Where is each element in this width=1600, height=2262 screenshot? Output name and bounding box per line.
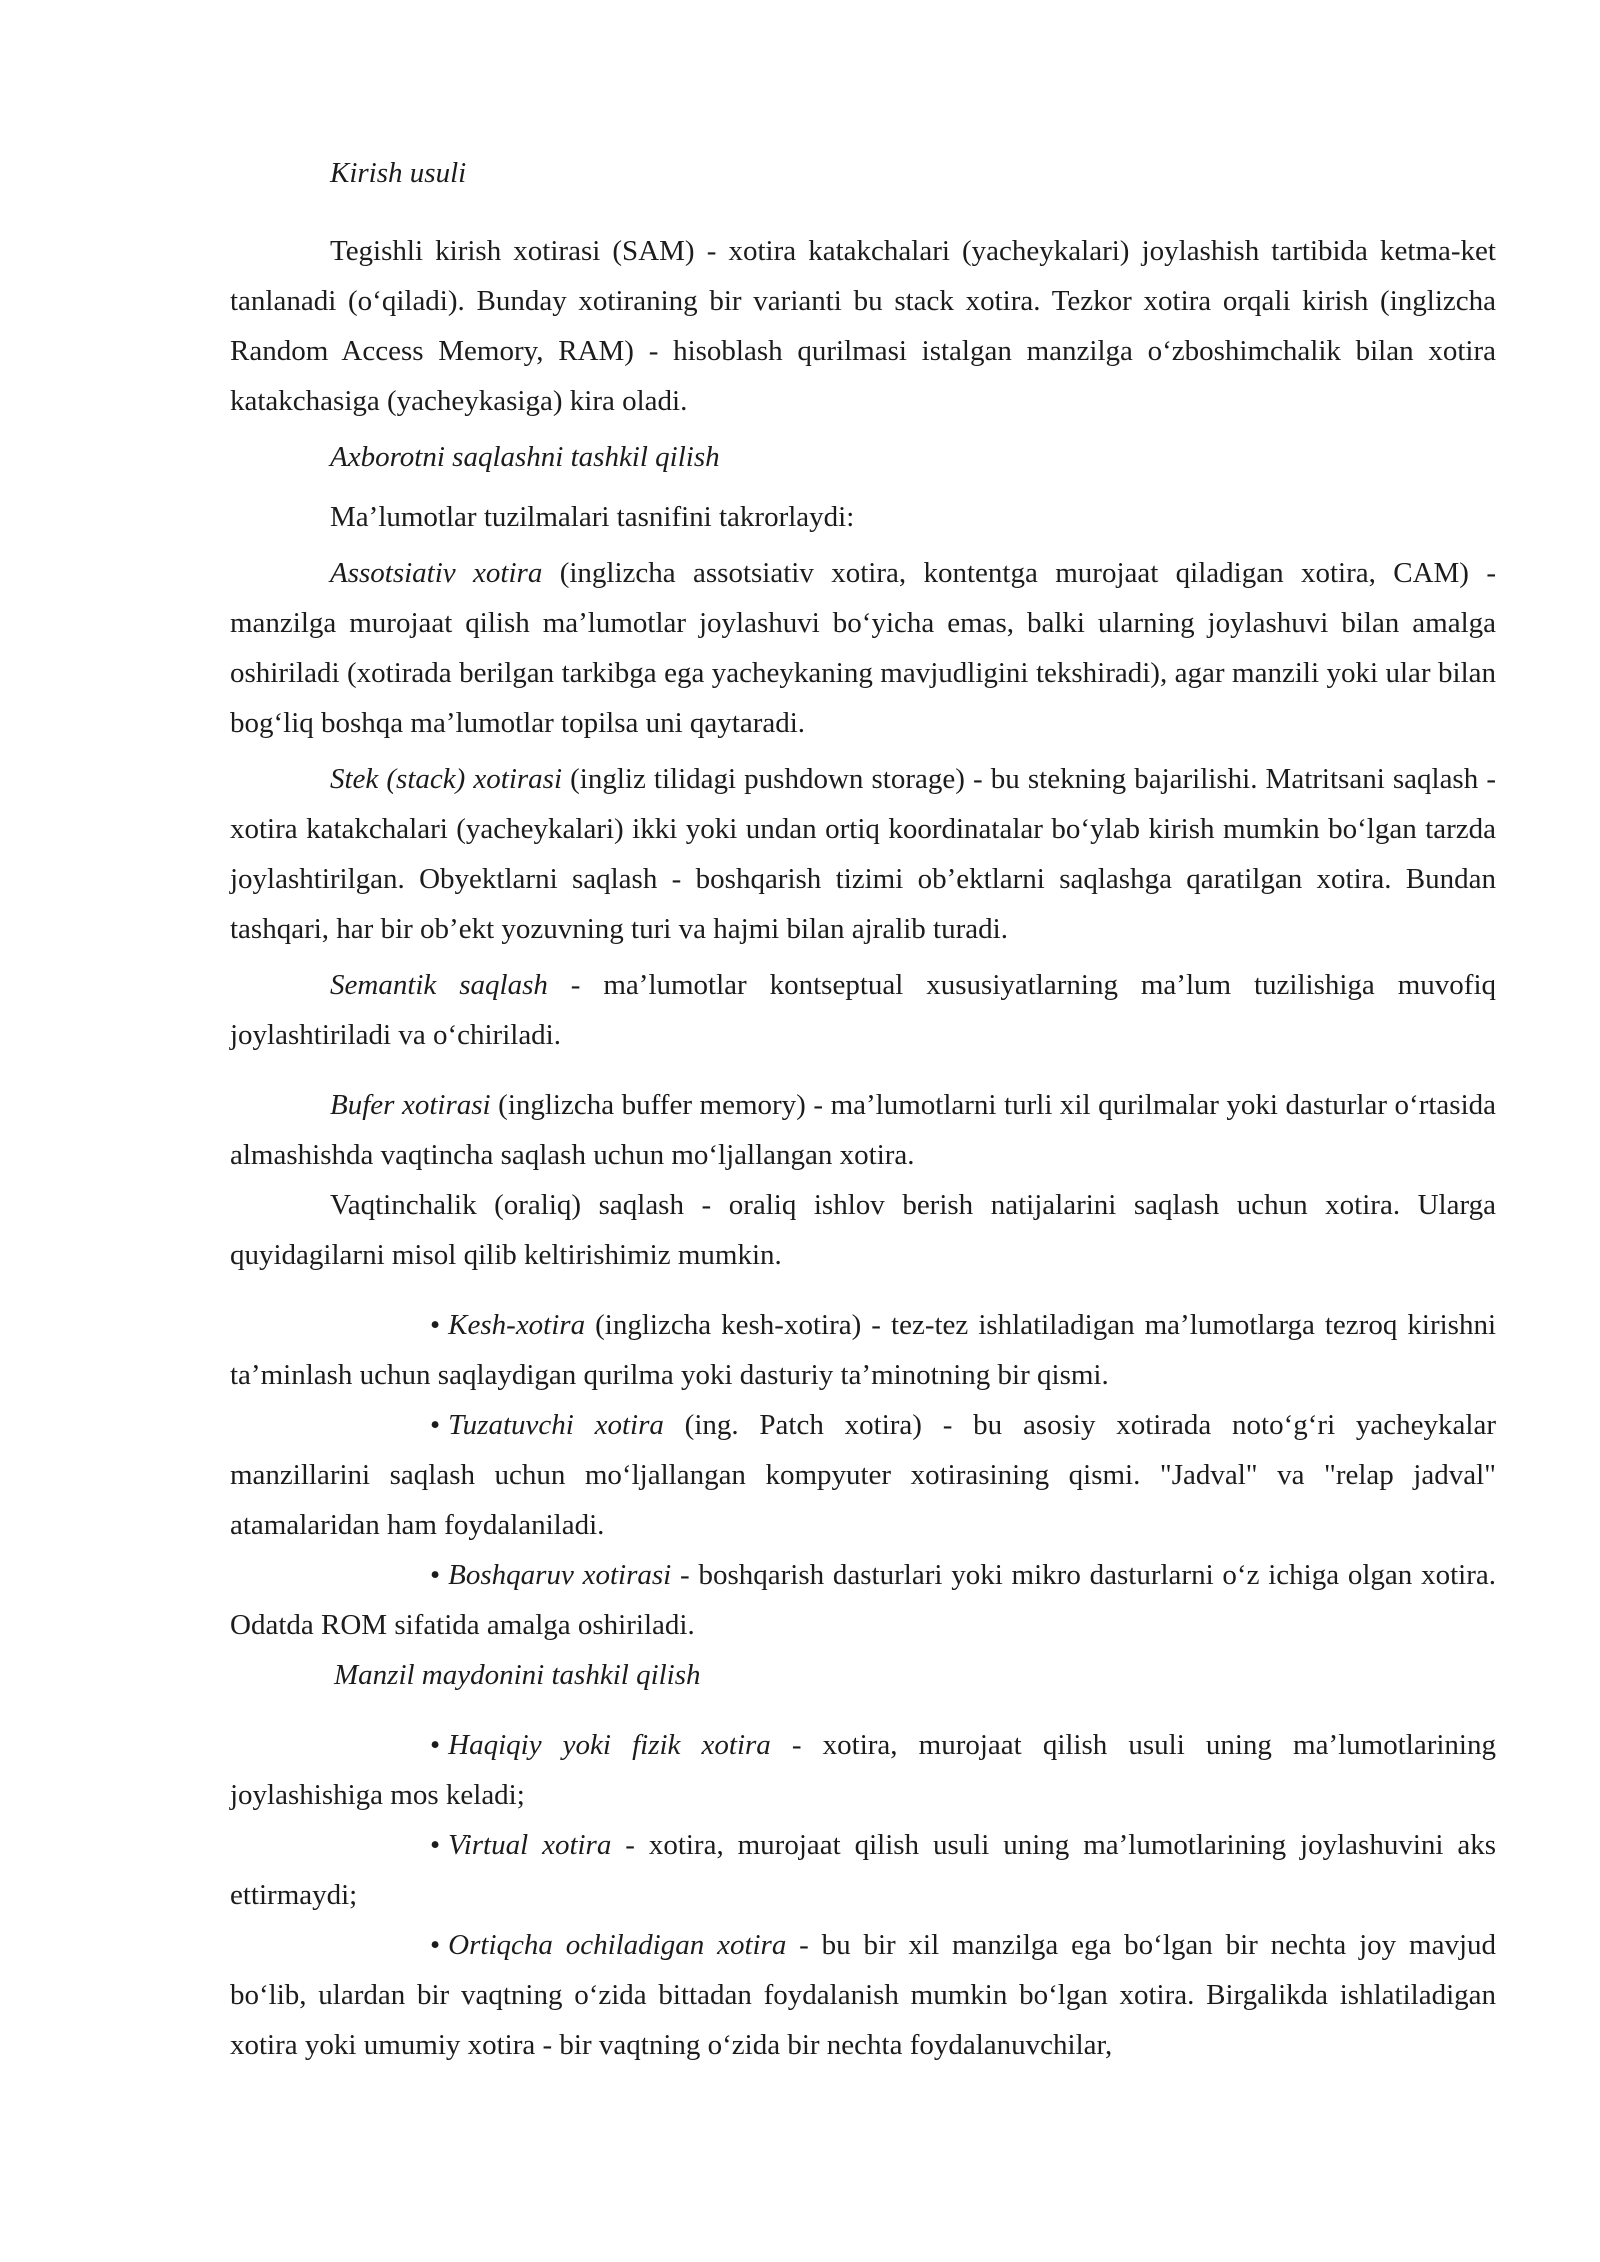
text-semantic: - ma’lumotlar kontseptual xususiyatlarning ma’lum tuzilishiga muvofiq joylashtiriladi va o‘chiriladi.: [230, 969, 1496, 1051]
text-virtual: - xotira, murojaat qilish usuli uning ma’lumotlarining joylashuvini aks ettirmaydi;: [230, 1829, 1496, 1911]
section-heading-manzil-maydoni: Manzil maydonini tashkil qilish: [334, 1659, 701, 1691]
text-overlay: - bu bir xil manzilga ega bo‘lgan bir nechta joy mavjud bo‘lib, ulardan bir vaqtning o‘zida bittadan foydalanish mumkin bo‘lgan xotira. Birgalikda ishlatiladigan xotira yoki umumiy xotira - bir vaqtning o‘zida bir nechta foydalanuvchilar,: [230, 1929, 1496, 2061]
term-physical: Haqiqiy yoki fizik xotira: [448, 1729, 771, 1761]
text-control: - boshqarish dasturlari yoki mikro dasturlarni o‘z ichiga olgan xotira. Odatda ROM sifatida amalga oshiriladi.: [230, 1559, 1496, 1641]
text-patch: (ing. Patch xotira) - bu asosiy xotirada noto‘g‘ri yacheykalar manzillarini saqlash uchun mo‘ljallangan kompyuter xotirasining qismi. "Jadval" va "relap jadval" atamalaridan ham foydalaniladi.: [230, 1409, 1496, 1541]
section-heading-axborot-saqlash: Axborotni saqlashni tashkil qilish: [330, 441, 720, 473]
term-semantic: Semantik saqlash: [330, 969, 548, 1001]
bullet-icon: •: [430, 1829, 441, 1861]
list-item-virtual: [230, 1820, 1496, 1920]
term-stack: Stek (stack) xotirasi: [330, 763, 563, 795]
paragraph-buffer-memory: [230, 1080, 1496, 1180]
list-item-patch: [230, 1400, 1496, 1550]
paragraph-semantic-storage: [230, 960, 1496, 1060]
bullet-list-temporary: [230, 1300, 1496, 1650]
bullet-icon: •: [430, 1729, 441, 1761]
bullet-icon: •: [430, 1929, 441, 1961]
text-cache: (inglizcha kesh-xotira) - tez-tez ishlatiladigan ma’lumotlarga tezroq kirishni ta’minlash uchun saqlaydigan qurilma yoki dasturiy ta’minotning bir qismi.: [230, 1309, 1496, 1391]
document-body: [230, 148, 1496, 2070]
term-virtual: Virtual xotira: [448, 1829, 612, 1861]
bullet-icon: •: [430, 1309, 441, 1341]
text-associative: (inglizcha assotsiativ xotira, kontentga murojaat qiladigan xotira, CAM) - manzilga murojaat qilish ma’lumotlar joylashuvi bo‘yicha emas, balki ularning joylashuvi bilan amalga oshiriladi (xotirada berilgan tarkibga ega yacheykaning mavjudligini tekshiradi), agar manzili yoki ular bilan bog‘liq boshqa ma’lumotlar topilsa uni qaytaradi.: [230, 557, 1496, 739]
list-item-cache: [230, 1300, 1496, 1400]
paragraph-stack-memory: [230, 754, 1496, 954]
list-item-physical: [230, 1720, 1496, 1820]
term-patch: Tuzatuvchi xotira: [448, 1409, 664, 1441]
term-control: Boshqaruv xotirasi: [448, 1559, 672, 1591]
bullet-list-address-space: [230, 1720, 1496, 2070]
term-associative: Assotsiativ xotira: [330, 557, 543, 589]
term-overlay: Ortiqcha ochiladigan xotira: [448, 1929, 787, 1961]
text-buffer: (inglizcha buffer memory) - ma’lumotlarni turli xil qurilmalar yoki dasturlar o‘rtasida almashishda vaqtincha saqlash uchun mo‘ljallangan xotira.: [230, 1089, 1497, 1171]
list-item-overlay: [230, 1920, 1496, 2070]
paragraph-temporary-storage: Vaqtinchalik (oraliq) saqlash - oraliq ishlov berish natijalarini saqlash uchun xotira. Ularga quyidagilarni misol qilib keltirishimiz mumkin.: [230, 1189, 1496, 1271]
bullet-icon: •: [430, 1409, 441, 1441]
list-item-control: [230, 1550, 1496, 1650]
paragraph-sam: Tegishli kirish xotirasi (SAM) - xotira katakchalari (yacheykalari) joylashish tartibida ketma-ket tanlanadi (o‘qiladi). Bunday xotiraning bir varianti bu stack xotira. Tezkor xotira orqali kirish (inglizcha Random Access Memory, RAM) - hisoblash qurilmasi istalgan manzilga o‘zboshimchalik bilan xotira katakchasiga (yacheykasiga) kira oladi.: [230, 235, 1496, 417]
paragraph-classification: Ma’lumotlar tuzilmalari tasnifini takrorlaydi:: [330, 501, 855, 533]
section-heading-kirish-usuli: Kirish usuli: [330, 157, 467, 189]
text-physical: - xotira, murojaat qilish usuli uning ma’lumotlarining joylashishiga mos keladi;: [230, 1729, 1496, 1811]
term-cache: Kesh-xotira: [448, 1309, 586, 1341]
text-stack: (ingliz tilidagi pushdown storage) - bu stekning bajarilishi. Matritsani saqlash - xotira katakchalari (yacheykalari) ikki yoki undan ortiq koordinatalar bo‘ylab kirish mumkin bo‘lgan tarzda joylashtirilgan. Obyektlarni saqlash - boshqarish tizimi ob’ektlarni saqlashga qaratilgan xotira. Bundan tashqari, har bir ob’ekt yozuvning turi va hajmi bilan ajralib turadi.: [230, 763, 1496, 945]
paragraph-associative-memory: [230, 548, 1496, 748]
term-buffer: Bufer xotirasi: [330, 1089, 491, 1121]
bullet-icon: •: [430, 1559, 441, 1591]
